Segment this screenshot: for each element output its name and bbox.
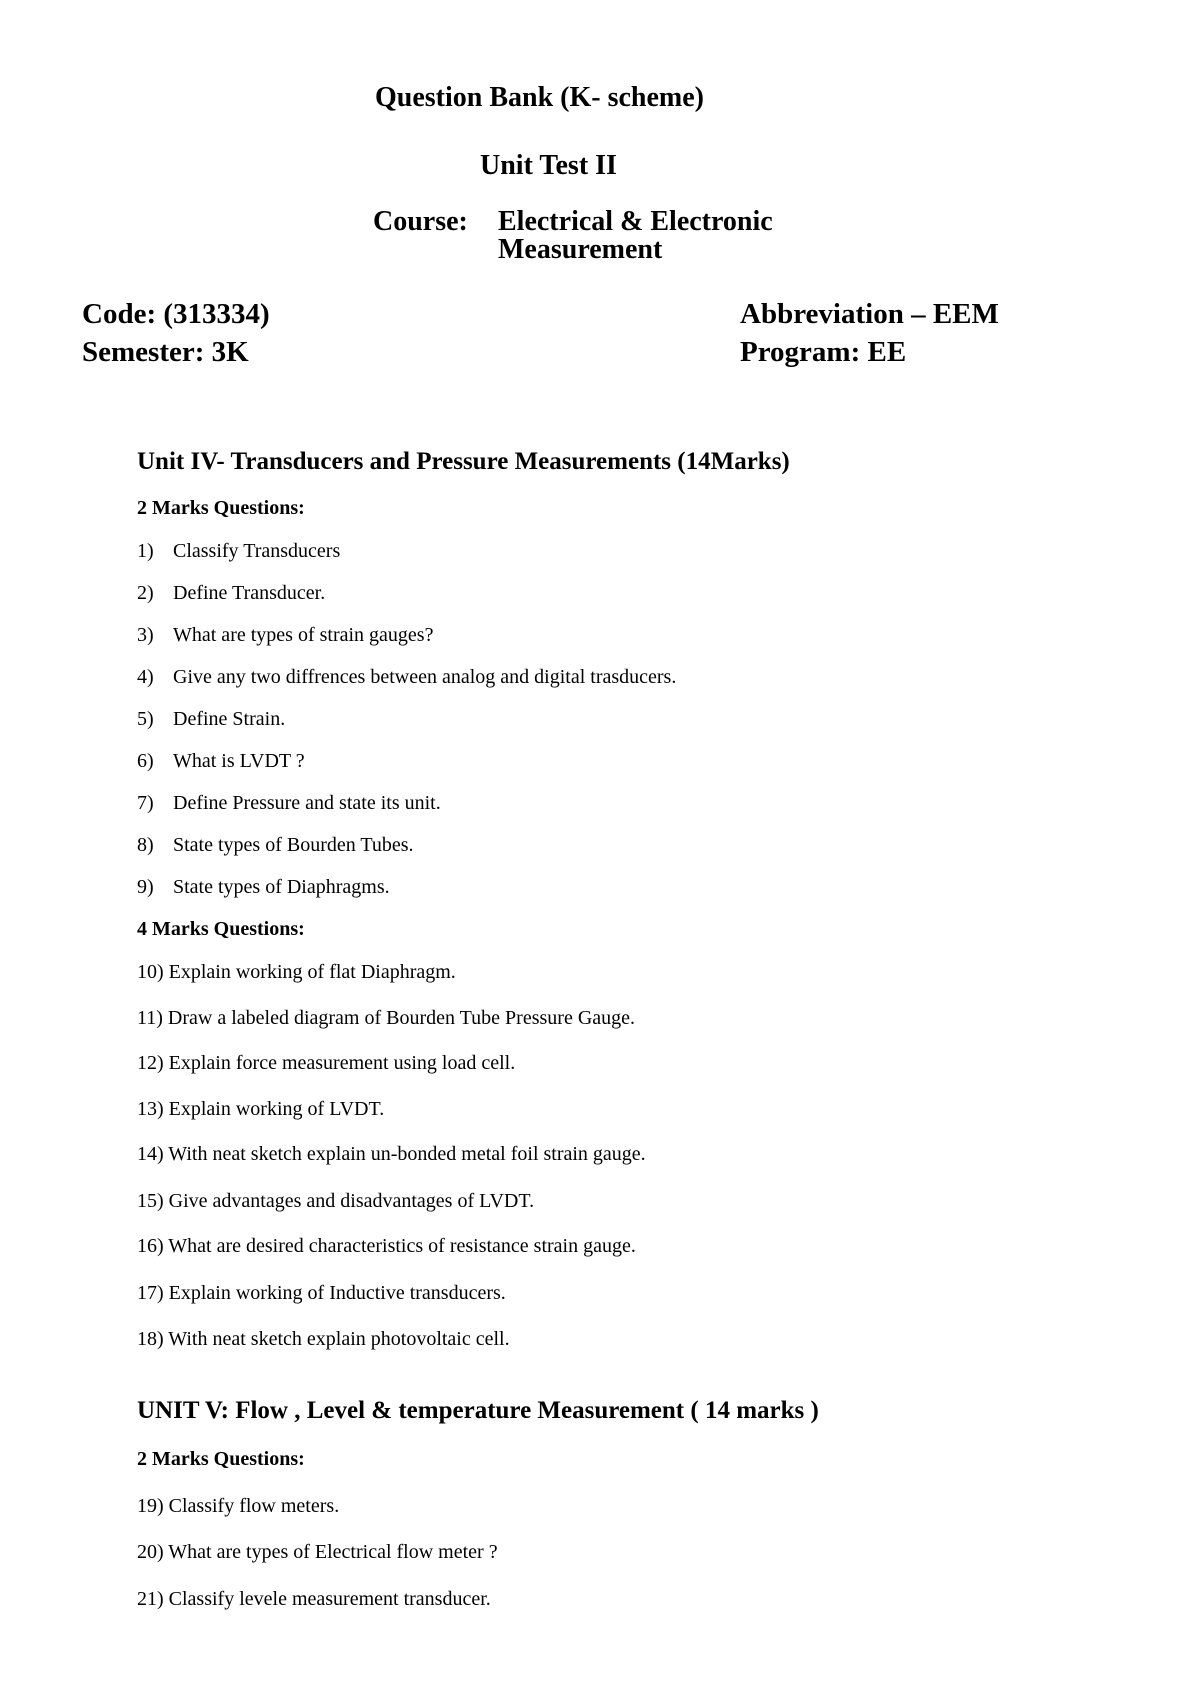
question-item: 12) Explain force measurement using load cell. [137,1052,516,1074]
question-number: 3) [137,624,154,646]
question-item: 20) What are types of Electrical flow meter ? [137,1541,498,1563]
question-item [137,834,414,857]
question-item: 21) Classify levele measurement transducer. [137,1588,491,1610]
unit-4-title: Unit IV- Transducers and Pressure Measurements (14Marks) [137,448,790,475]
question-item [137,582,325,605]
course-name-line1: Electrical & Electronic [498,206,773,237]
question-text: State types of Diaphragms. [173,876,390,898]
question-item: 10) Explain working of flat Diaphragm. [137,961,456,983]
question-text: What are types of strain gauges? [173,624,434,646]
question-number: 5) [137,708,154,730]
course-name-line2: Measurement [498,234,663,265]
semester: Semester: 3K [82,336,249,368]
unit-4-four-marks-heading: 4 Marks Questions: [137,918,305,940]
question-item: 17) Explain working of Inductive transducers. [137,1282,506,1304]
course-code: Code: (313334) [82,298,270,330]
question-number: 4) [137,666,154,688]
question-text: Classify Transducers [173,540,341,562]
question-text: Define Pressure and state its unit. [173,792,441,814]
question-item [137,624,433,647]
program: Program: EE [740,336,907,368]
question-item: 19) Classify flow meters. [137,1495,340,1517]
question-number: 1) [137,540,154,562]
question-number: 9) [137,876,154,898]
question-item [137,540,340,563]
abbreviation: Abbreviation – EEM [740,298,999,330]
question-item [137,792,441,815]
question-number: 8) [137,834,154,856]
test-name: Unit Test II [480,150,617,181]
question-item: 18) With neat sketch explain photovoltaic cell. [137,1328,510,1350]
question-number: 2) [137,582,154,604]
question-item: 13) Explain working of LVDT. [137,1098,385,1120]
question-text: Give any two diffrences between analog and digital trasducers. [173,666,677,688]
question-number: 7) [137,792,154,814]
question-item: 15) Give advantages and disadvantages of LVDT. [137,1190,535,1212]
question-text: What is LVDT ? [173,750,305,772]
question-item: 16) What are desired characteristics of resistance strain gauge. [137,1235,636,1257]
question-item [137,708,285,731]
question-item [137,876,390,899]
course-label: Course: [373,206,468,237]
question-text: Define Transducer. [173,582,326,604]
question-text: State types of Bourden Tubes. [173,834,414,856]
question-item: 11) Draw a labeled diagram of Bourden Tube Pressure Gauge. [137,1007,636,1029]
unit-4-two-marks-heading: 2 Marks Questions: [137,497,305,519]
question-item [137,750,305,773]
course-name [498,208,773,264]
unit-5-title: UNIT V: Flow , Level & temperature Measurement ( 14 marks ) [137,1397,819,1424]
question-number: 6) [137,750,154,772]
document-title: Question Bank (K- scheme) [375,82,704,113]
question-text: Define Strain. [173,708,286,730]
question-item: 14) With neat sketch explain un-bonded metal foil strain gauge. [137,1143,646,1165]
unit-5-two-marks-heading: 2 Marks Questions: [137,1448,305,1470]
question-item [137,666,676,689]
